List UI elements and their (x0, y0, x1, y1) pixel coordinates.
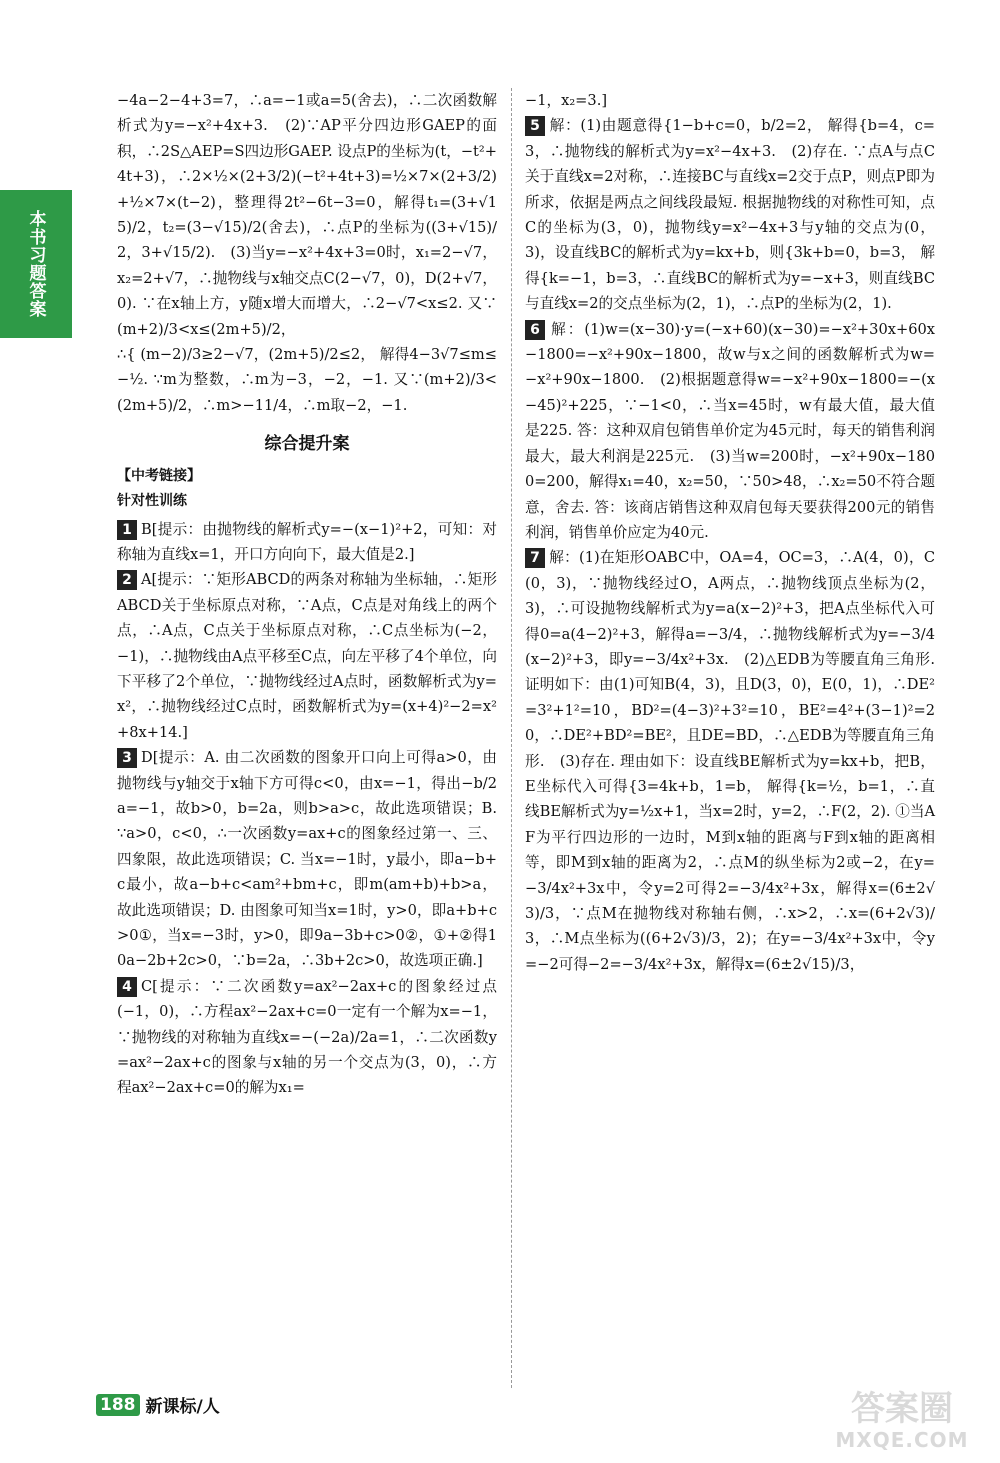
answer-item-3 (117, 745, 497, 974)
side-tab (0, 190, 72, 338)
answer-text: D[提示：A. 由二次函数的图象开口向上可得a>0，由抛物线与y轴交于x轴下方可得c<0，由x=−1，得出−b/2a=−1，故b>0，b=2a，则b>a>c，故此选项错误；B. ∵a>0，c<0，∴一次函数y=ax+c的图象经过第一、三、四象限，故此选项错误；C. 当x=−1时，y最小，即a−b+c最小，故a−b+c<am²+bm+c，即m(am+b)+b>a，故此选项错误；D. 由图象可知当x=1时，y>0，即a+b+c>0①，当x=−3时，y>0，即9a−3b+c>0②，①+②得10a−2b+2c>0，∵b=2a，∴3b+2c>0，故选项正确.] (117, 749, 497, 970)
answer-text: 解：(1)由题意得{1−b+c=0，b/2=2， 解得{b=4，c=3，∴抛物线的解析式为y=x²−4x+3. (2)存在. ∵点A与点C关于直线x=2对称，∴连接BC与直线x=2交于点P，则点P即为所求，依据是两点之间线段最短. 根据抛物线的对称性可知，点C的坐标为(3，0)，抛物线y=x²−4x+3与y轴的交点为(0，3)，设直线BC的解析式为y=kx+b，则{3k+b=0，b=3， 解得{k=−1，b=3，∴直线BC的解析式为y=−x+3，则直线BC与直线x=2的交点坐标为(2，1)，∴点P的坐标为(2，1). (525, 117, 935, 313)
answer-text: B[提示：由抛物线的解析式y=−(x−1)²+2，可知：对称轴为直线x=1，开口方向向下，最大值是2.] (117, 520, 497, 563)
answer-item-7 (525, 545, 935, 977)
page-number: 188 (96, 1394, 140, 1416)
watermark-line-1: 答案圈 (851, 1389, 953, 1429)
side-tab-label: 本书习题答案 (25, 210, 46, 318)
edition-label: 新课标/人 (145, 1397, 220, 1417)
left-column (117, 88, 497, 1101)
item-number-badge: 2 (117, 570, 137, 590)
exam-link-tag: 【中考链接】 (117, 467, 201, 484)
item-number-badge: 1 (117, 520, 137, 540)
item-number-badge: 6 (525, 320, 545, 340)
answer-item-2 (117, 567, 497, 745)
watermark-line-2: MXQE.COM (835, 1428, 969, 1452)
item-number-badge: 5 (525, 116, 545, 136)
targeted-training-heading: 针对性训练 (117, 493, 187, 510)
answer-text: 解：(1)在矩形OABC中，OA=4，OC=3，∴A(4，0)，C(0，3)，∵抛物线经过O，A两点，∴抛物线顶点坐标为(2，3)，∴可设抛物线解析式为y=a(x−2)²+3，把A点坐标代入可得0=a(4−2)²+3，解得a=−3/4，∴抛物线解析式为y=−3/4(x−2)²+3，即y=−3/4x²+3x. (2)△EDB为等腰直角三角形. 证明如下：由(1)可知B(4，3)，且D(3，0)，E(0，1)，∴DE²=3²+1²=10，BD²=(4−3)²+3²=10，BE²=4²+(3−1)²=20，∴DE²+BD²=BE²，且DE=BD，∴△EDB为等腰直角三角形. (3)存在. 理由如下：设直线BE解析式为y=kx+b，把B，E坐标代入可得{3=4k+b，1=b， 解得{k=½，b=1，∴直线BE解析式为y=½x+1，当x=2时，y=2，∴F(2，2). ①当AF为平行四边形的一边时，M到x轴的距离与F到x轴的距离相等，即M到x轴的距离为2，∴点M的纵坐标为2或−2，在y=−3/4x²+3x中，令y=2可得2=−3/4x²+3x，解得x=(6±2√3)/3，∵点M在抛物线对称轴右侧，∴x>2，∴x=(6+2√3)/3，∴M点坐标为((6+2√3)/3，2)；在y=−3/4x²+3x中，令y=−2可得−2=−3/4x²+3x，解得x=(6±2√15)/3， (525, 549, 935, 973)
left-paragraph-2: ∴{ (m−2)/3≥2−√7，(2m+5)/2≤2， 解得4−3√7≤m≤−½. ∵m为整数，∴m为−3，−2，−1. 又∵(m+2)/3<(2m+5)/2，∴m>−11/4，∴m取−2，−1. (117, 346, 497, 414)
answer-item-6 (525, 317, 935, 546)
answer-text: C[提示：∵二次函数y=ax²−2ax+c的图象经过点(−1，0)，∴方程ax²−2ax+c=0一定有一个解为x=−1，∵抛物线的对称轴为直线x=−(−2a)/2a=1，∴二次函数y=ax²−2ax+c的图象与x轴的另一个交点为(3，0)，∴方程ax²−2ax+c=0的解为x₁= (117, 977, 497, 1097)
answer-item-5 (525, 113, 935, 316)
answer-item-4 (117, 974, 497, 1101)
right-column (525, 88, 935, 977)
column-divider (511, 88, 512, 1388)
watermark-logo (822, 1390, 982, 1450)
right-lead-text: −1，x₂=3.] (525, 92, 608, 109)
item-number-badge: 3 (117, 748, 137, 768)
section-title: 综合提升案 (264, 434, 350, 455)
left-paragraph-1: −4a−2−4+3=7，∴a=−1或a=5(舍去)，∴二次函数解析式为y=−x²+4x+3. (2)∵AP平分四边形GAEP的面积，∴2S△AEP=S四边形GAEP. 设点P的坐标为(t，−t²+4t+3)，∴2×½×(2+3/2)(−t²+4t+3)=½×7×(2+3/2)+½×7×(t−2)，整理得2t²−6t−3=0，解得t₁=(3+√15)/2，t₂=(3−√15)/2(舍去)，∴点P的坐标为((3+√15)/2，3+√15/2). (3)当y=−x²+4x+3=0时，x₁=2−√7，x₂=2+√7，∴抛物线与x轴交点C(2−√7，0)，D(2+√7，0). ∵在x轴上方，y随x增大而增大，∴2−√7<x≤2. 又∵(m+2)/3<x≤(2m+5)/2， (117, 92, 498, 338)
item-number-badge: 4 (117, 977, 137, 997)
answer-text: A[提示：∵矩形ABCD的两条对称轴为坐标轴，∴矩形ABCD关于坐标原点对称，∵A点，C点是对角线上的两个点，∴A点，C点关于坐标原点对称，∴C点坐标为(−2，−1)，∴抛物线由A点平移至C点，向左平移了4个单位，向下平移了2个单位，∵抛物线经过A点时，函数解析式为y=x²，∴抛物线经过C点时，函数解析式为y=(x+4)²−2=x²+8x+14.] (117, 571, 497, 741)
answer-text: 解：(1)w=(x−30)·y=(−x+60)(x−30)=−x²+30x+60x−1800=−x²+90x−1800，故w与x之间的函数解析式为w=−x²+90x−1800. (2)根据题意得w=−x²+90x−1800=−(x−45)²+225，∵−1<0，∴当x=45时，w有最大值，最大值是225. 答：这种双肩包销售单价定为45元时，每天的销售利润最大，最大利润是225元. (3)当w=200时，−x²+90x−1800=200，解得x₁=40，x₂=50，∵50>48，∴x₂=50不符合题意，舍去. 答：该商店销售这种双肩包每天要获得200元的销售利润，销售单价应定为40元. (525, 320, 935, 541)
page-footer (96, 1392, 220, 1417)
item-number-badge: 7 (525, 548, 545, 568)
answer-item-1 (117, 517, 497, 568)
